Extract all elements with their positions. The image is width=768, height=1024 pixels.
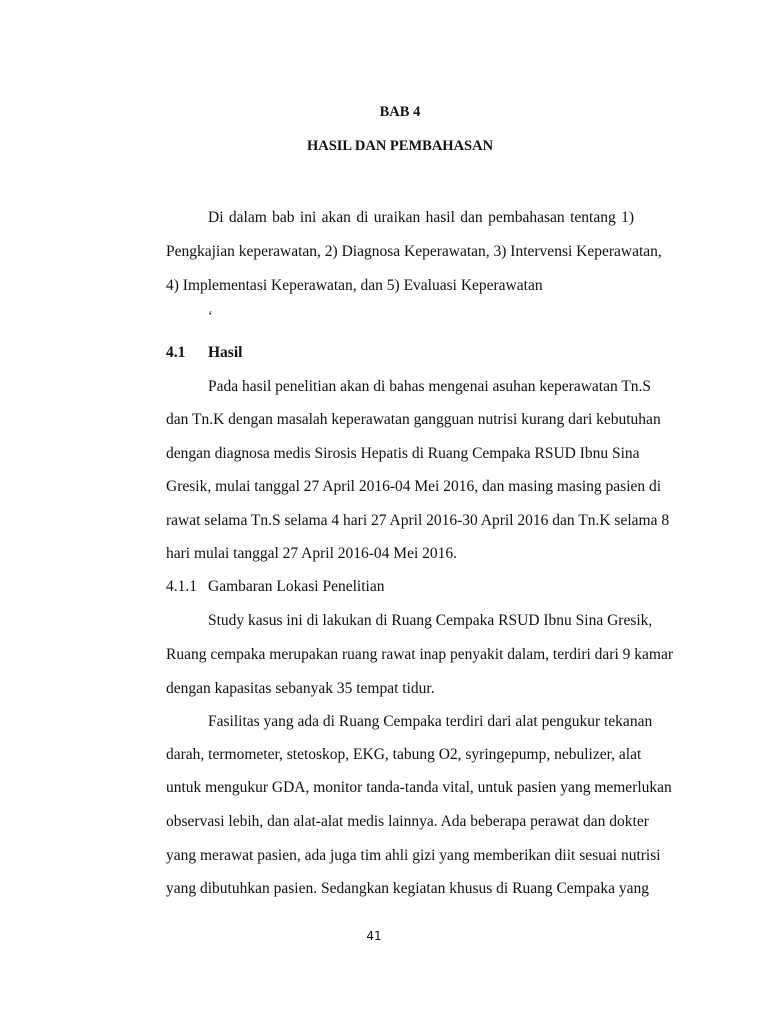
section-4-1-1-p2-line-5: yang merawat pasien, ada juga tim ahli gizi yang memberikan diit sesuai nutrisi xyxy=(166,847,661,864)
page-number: 41 xyxy=(366,929,382,943)
section-4-1-line-3: dengan diagnosa medis Sirosis Hepatis di Ruang Cempaka RSUD Ibnu Sina xyxy=(166,445,640,462)
section-4-1-1-p2-line-6: yang dibutuhkan pasien. Sedangkan kegiatan khusus di Ruang Cempaka yang xyxy=(166,880,649,897)
section-4-1-1-p1-line-2: Ruang cempaka merupakan ruang rawat inap penyakit dalam, terdiri dari 9 kamar xyxy=(166,646,673,663)
section-4-1-line-4: Gresik, mulai tanggal 27 April 2016-04 Mei 2016, dan masing masing pasien di xyxy=(166,478,662,495)
section-4-1-1-p2-line-2: darah, termometer, stetoskop, EKG, tabung O2, syringepump, nebulizer, alat xyxy=(166,746,642,763)
section-4-1-title: Hasil xyxy=(208,344,243,361)
intro-line-3: 4) Implementasi Keperawatan, dan 5) Evaluasi Keperawatan xyxy=(166,277,543,294)
intro-line-1: Di dalam bab ini akan di uraikan hasil dan pembahasan tentang 1) xyxy=(208,209,634,226)
section-4-1-1-p1-line-3: dengan kapasitas sebanyak 35 tempat tidur. xyxy=(166,680,435,697)
section-4-1-number: 4.1 xyxy=(166,344,186,361)
section-4-1-line-5: rawat selama Tn.S selama 4 hari 27 April 2016-30 April 2016 dan Tn.K selama 8 xyxy=(166,512,670,529)
section-4-1-line-2: dan Tn.K dengan masalah keperawatan gangguan nutrisi kurang dari kebutuhan xyxy=(166,411,661,428)
section-4-1-line-1: Pada hasil penelitian akan di bahas mengenai asuhan keperawatan Tn.S xyxy=(208,378,652,395)
section-4-1-1-number: 4.1.1 xyxy=(166,578,197,595)
chapter-title: HASIL DAN PEMBAHASAN xyxy=(306,138,494,154)
stray-mark: ‘ xyxy=(208,309,213,324)
chapter-number: BAB 4 xyxy=(379,104,421,120)
section-4-1-1-title: Gambaran Lokasi Penelitian xyxy=(208,578,385,595)
section-4-1-1-p2-line-3: untuk mengukur GDA, monitor tanda-tanda vital, untuk pasien yang memerlukan xyxy=(166,779,672,796)
section-4-1-line-6: hari mulai tanggal 27 April 2016-04 Mei 2016. xyxy=(166,545,458,562)
section-4-1-1-p2-line-1: Fasilitas yang ada di Ruang Cempaka terdiri dari alat pengukur tekanan xyxy=(208,713,653,730)
intro-line-2: Pengkajian keperawatan, 2) Diagnosa Keperawatan, 3) Intervensi Keperawatan, xyxy=(166,243,662,260)
section-4-1-1-p2-line-4: observasi lebih, dan alat-alat medis lainnya. Ada beberapa perawat dan dokter xyxy=(166,813,649,830)
section-4-1-1-p1-line-1: Study kasus ini di lakukan di Ruang Cempaka RSUD Ibnu Sina Gresik, xyxy=(208,612,653,629)
